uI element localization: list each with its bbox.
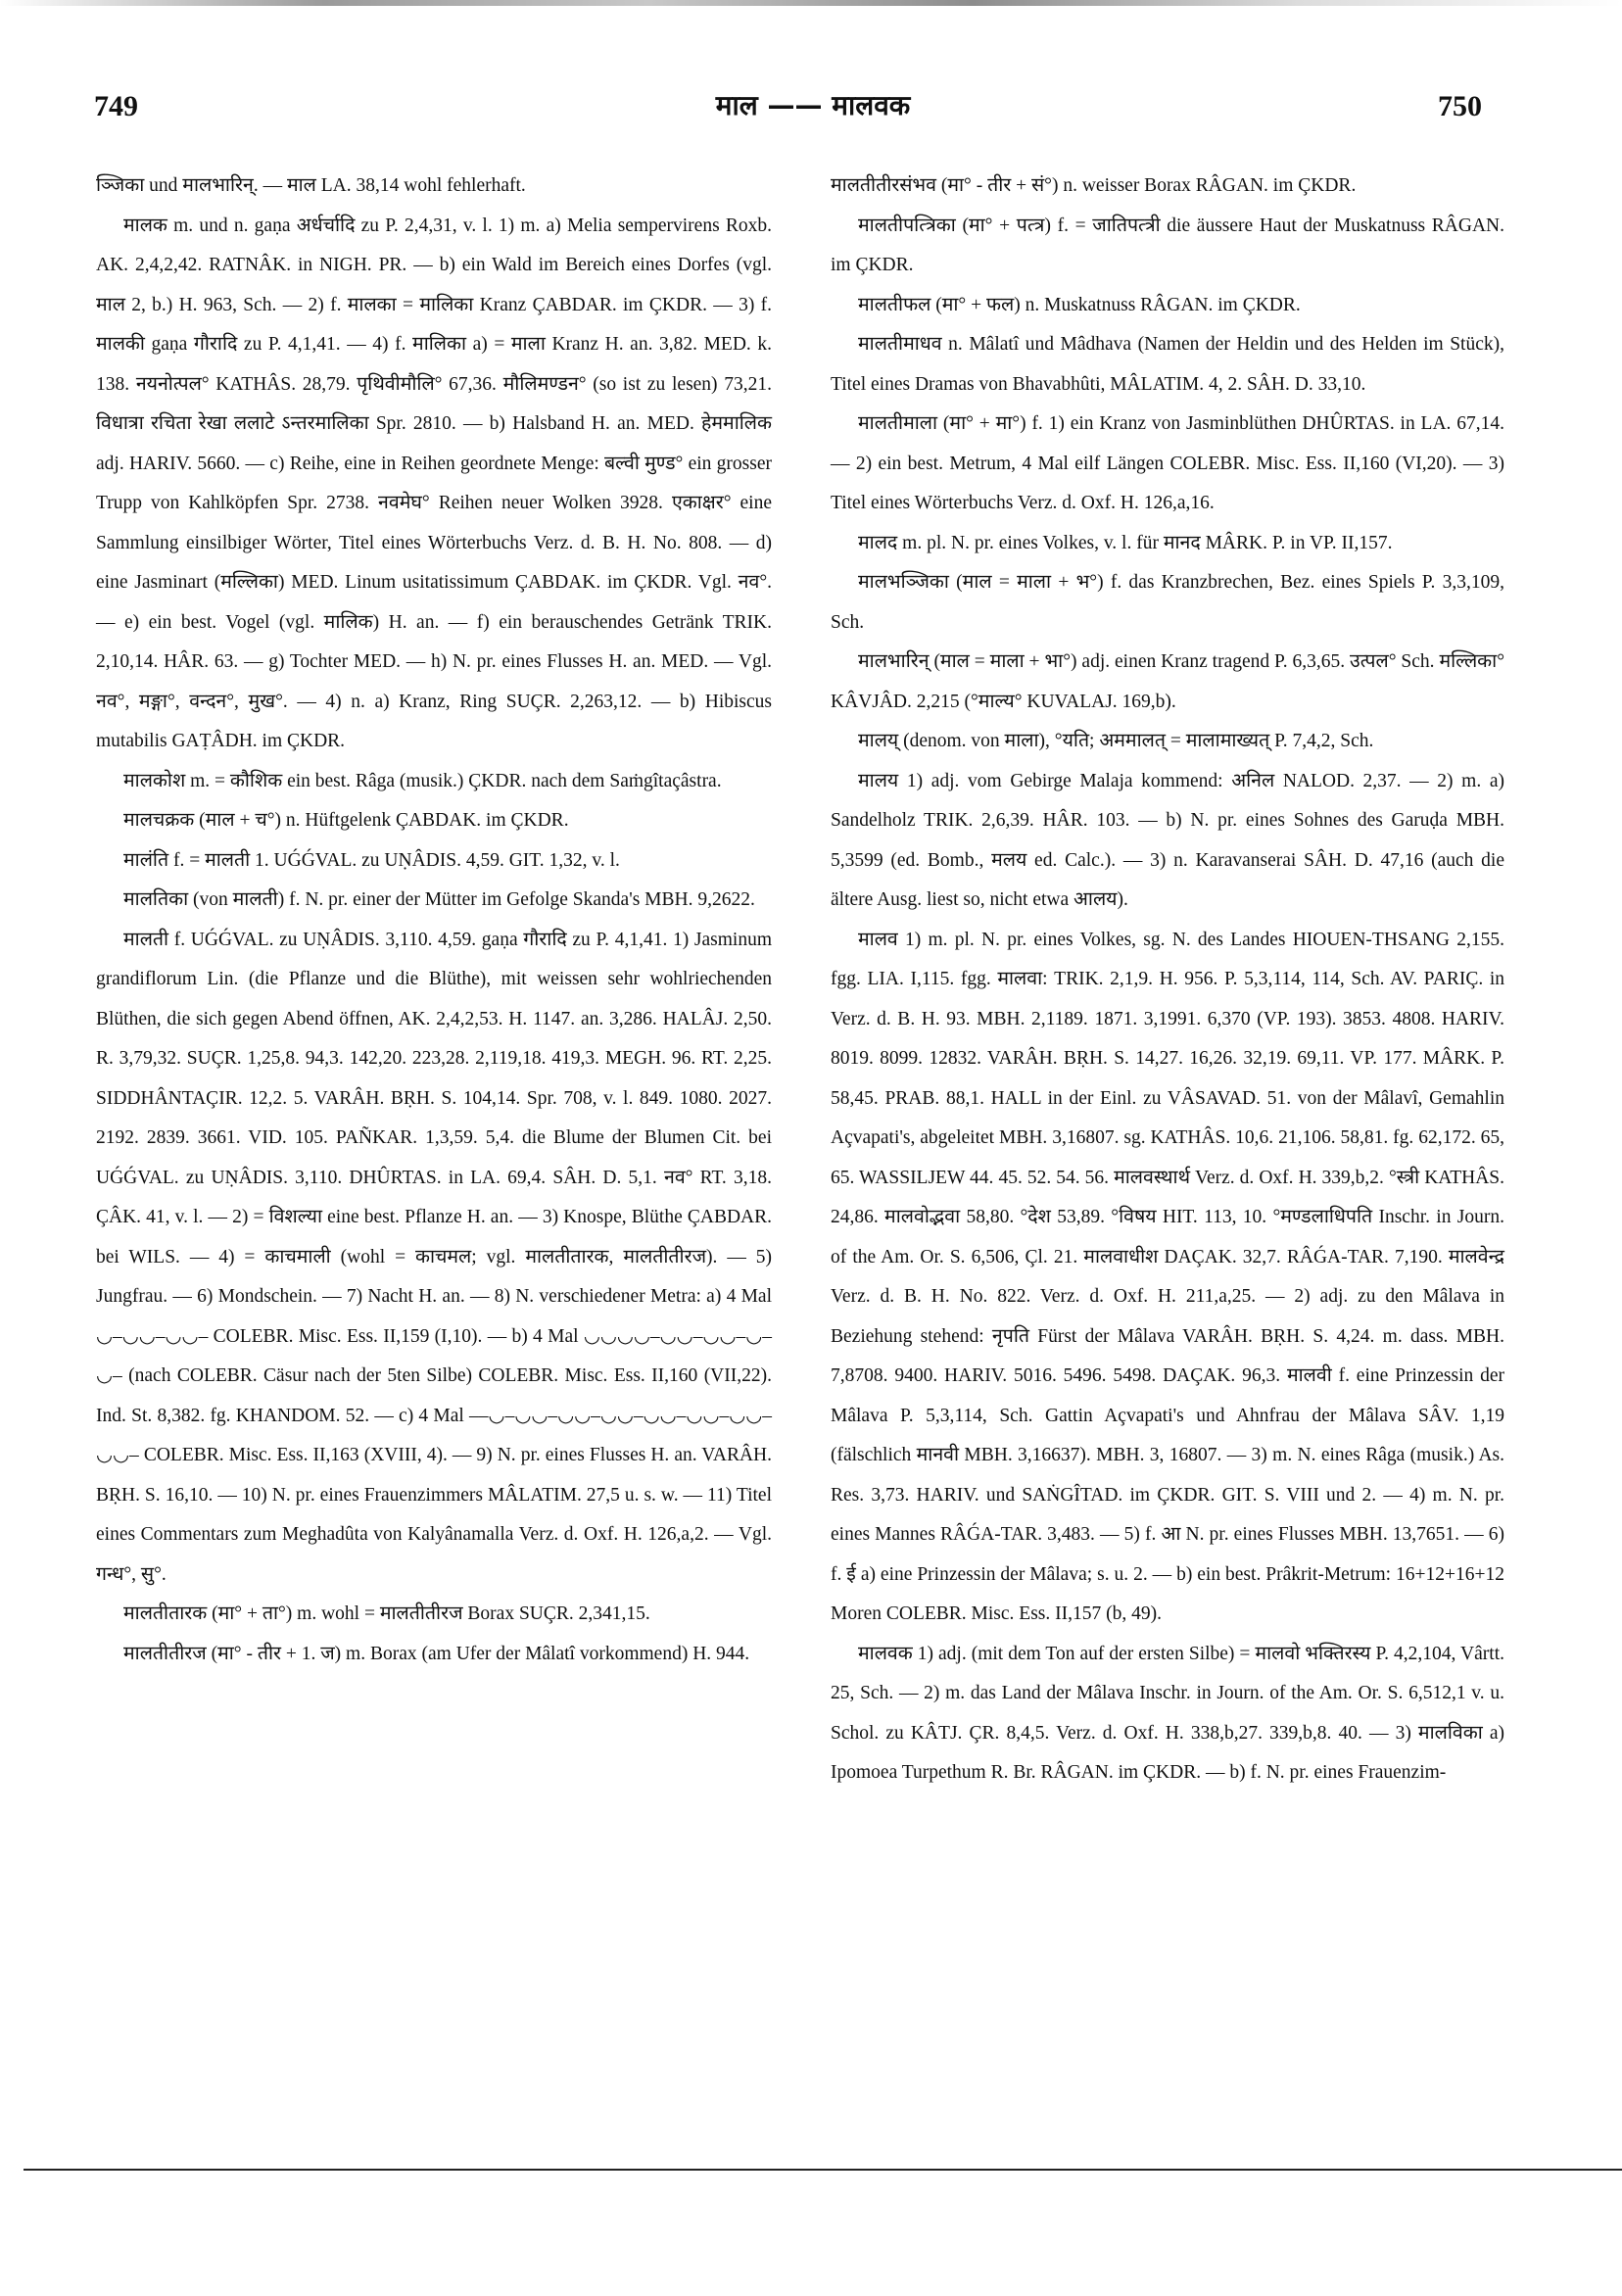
dictionary-entry: मालद m. pl. N. pr. eines Volkes, v. l. für मानद MÂRK. P. in VP. II,157.	[858, 532, 1393, 553]
left-page-number: 749	[94, 90, 138, 122]
dictionary-entry: मालभञ्जिका (माल = माला + भ°) f. das Kranzbrechen, Bez. eines Spiels P. 3,3,109, Sch.	[831, 572, 1504, 633]
dictionary-entry: मालतीमाधव n. Mâlatî und Mâdhava (Namen der Heldin und des Helden im Stück), Titel eines Dramas von Bhavabhûti, MÂLATIM. 4, 2. SÂH. D. 33,10.	[831, 334, 1504, 395]
dictionary-entry: मालती f. UǴǴVAL. zu UṆÂDIS. 3,110. 4,59. gaṇa गौरादि zu P. 4,1,41. 1) Jasminum grandiflorum Lin. (die Pflanze und die Blüthe), mit weissen sehr wohlriechenden Blüthen, die sich gegen Abend öffnen, AK. 2,4,2,53. H. 1147. an. 3,286. HALÂJ. 2,50. R. 3,79,32. SUÇR. 1,25,8. 94,3. 142,20. 223,28. 2,119,18. 419,3. MEGH. 96. RT. 2,25. SIDDHÂNTAÇIR. 12,2. 5. VARÂH. BṚH. S. 104,14. Spr. 708, v. l. 849. 1080. 2027. 2192. 2839. 3661. VID. 105. PAÑKAR. 1,3,59. 5,4. die Blume der Blumen Cit. bei UǴǴVAL. zu UṆÂDIS. 3,110. DHÛRTAS. in LA. 69,4. SÂH. D. 5,1. नव° RT. 3,18. ÇÂK. 41, v. l. — 2) = विशल्या eine best. Pflanze H. an. — 3) Knospe, Blüthe ÇABDAR. bei WILS. — 4) = काचमाली (wohl = काचमल; vgl. मालतीतारक, मालतीतीरज). — 5) Jungfrau. — 6) Mondschein. — 7) Nacht H. an. — 8) N. verschiedener Metra: a) 4 Mal ◡–◡◡–◡◡– COLEBR. Misc. Ess. II,159 (I,10). — b) 4 Mal ◡◡◡◡–◡◡–◡◡–◡–◡– (nach COLEBR. Cäsur nach der 5ten Silbe) COLEBR. Misc. Ess. II,160 (VII,22). Ind. St. 8,382. fg. KHANDOM. 52. — c) 4 Mal ––◡–◡◡–◡◡–◡◡–◡◡–◡◡–◡◡–◡◡– COLEBR. Misc. Ess. II,163 (XVIII, 4). — 9) N. pr. eines Flusses H. an. VARÂH. BṚH. S. 16,10. — 10) N. pr. eines Frauenzimmers MÂLATIM. 27,5 u. s. w. — 11) Titel eines Commentars zum Meghadûta von Kalyânamalla Verz. d. Oxf. H. 126,a,2. — Vgl. गन्ध°, सु°.	[96, 929, 772, 1585]
dictionary-entry: मालतिका (von मालती) f. N. pr. einer der Mütter im Gefolge Skanda's MBH. 9,2622.	[123, 889, 755, 910]
left-column	[96, 167, 772, 1674]
dictionary-entry: मालय् (denom. von माला), °यति; अममालत् = मालामाख्यत् P. 7,4,2, Sch.	[858, 731, 1374, 751]
dictionary-entry: मालतीतीरसंभव (मा° - तीर + सं°) n. weisser Borax RÂGAN. im ÇKDR.	[831, 175, 1357, 196]
dictionary-entry: मालकोश m. = कौशिक ein best. Râga (musik.) ÇKDR. nach dem Saṁgîtaçâstra.	[123, 770, 722, 791]
dictionary-entry: मालय 1) adj. vom Gebirge Malaja kommend: अनिल NALOD. 2,37. — 2) m. a) Sandelholz TRIK. 2,6,39. HÂR. 103. — b) N. pr. eines Sohnes des Garuḍa MBH. 5,3599 (ed. Bomb., मलय ed. Calc.). — 3) n. Karavanserai SÂH. D. 47,16 (auch die ältere Ausg. liest so, nicht etwa आलय).	[831, 770, 1504, 910]
dictionary-entry: मालचक्रक (माल + च°) n. Hüftgelenk ÇABDAK. im ÇKDR.	[123, 810, 569, 831]
dictionary-entry: मालतीफल (मा° + फल) n. Muskatnuss RÂGAN. im ÇKDR.	[858, 294, 1301, 315]
dictionary-entry: मालवक 1) adj. (mit dem Ton auf der ersten Silbe) = मालवो भक्तिरस्य P. 4,2,104, Vârtt. 25, Sch. — 2) m. das Land der Mâlava Inschr. in Journ. of the Am. Or. S. 6,512,1 v. u. Schol. zu KÂTJ. ÇR. 8,4,5. Verz. d. Oxf. H. 338,b,27. 339,b,8. 40. — 3) मालविका a) Ipomoea Turpethum R. Br. RÂGAN. im ÇKDR. — b) f. N. pr. eines Frauenzim-	[831, 1643, 1504, 1783]
dictionary-entry: ञ्जिका und मालभारिन्. — माल LA. 38,14 wohl fehlerhaft.	[96, 175, 526, 196]
dictionary-entry: मालंति f. = मालती 1. UǴǴVAL. zu UṆÂDIS. 4,59. GIT. 1,32, v. l.	[123, 849, 620, 871]
dictionary-entry: मालतीतीरज (मा° - तीर + 1. ज) m. Borax (am Ufer der Mâlatî vorkommend) H. 944.	[123, 1643, 750, 1664]
bottom-rule	[24, 2169, 1622, 2171]
dictionary-entry: मालतीमाला (मा° + मा°) f. 1) ein Kranz von Jasminblüthen DHÛRTAS. in LA. 67,14. — 2) ein best. Metrum, 4 Mal eilf Längen COLEBR. Misc. Ess. II,160 (VI,20). — 3) Titel eines Wörterbuchs Verz. d. Oxf. H. 126,a,16.	[831, 413, 1504, 513]
dictionary-entry: मालव 1) m. pl. N. pr. eines Volkes, sg. N. des Landes HIOUEN-THSANG 2,155. fgg. LIA. I,115. fgg. मालवा: TRIK. 2,1,9. H. 956. P. 5,3,114, 114, Sch. AV. PARIÇ. in Verz. d. B. H. 93. MBH. 2,1189. 1871. 3,1991. 6,370 (VP. 193). 3853. 4808. HARIV. 8019. 8099. 12832. VARÂH. BṚH. S. 14,27. 16,26. 32,19. 69,11. VP. 177. MÂRK. P. 58,45. PRAB. 88,1. HALL in der Einl. zu VÂSAVAD. 51. von der Mâlavî, Gemahlin Açvapati's, abgeleitet MBH. 3,16807. sg. KATHÂS. 10,6. 21,106. 58,81. fg. 62,172. 65, 65. WASSILJEW 44. 45. 52. 54. 56. मालवस्थार्थ Verz. d. Oxf. H. 339,b,2. °स्त्री KATHÂS. 24,86. मालवोद्भवा 58,80. °देश 53,89. °विषय HIT. 113, 10. °मण्डलाधिपति Inschr. in Journ. of the Am. Or. S. 6,506, Çl. 21. मालवाधीश DAÇAK. 32,7. RÂǴA-TAR. 7,190. मालवेन्द्र Verz. d. B. H. No. 822. Verz. d. Oxf. H. 211,a,25. — 2) adj. zu den Mâlava in Beziehung stehend: नृपति Fürst der Mâlava VARÂH. BṚH. S. 4,24. m. dass. MBH. 7,8708. 9400. HARIV. 5016. 5496. 5498. DAÇAK. 96,3. मालवी f. eine Prinzessin der Mâlava P. 5,3,114, Sch. Gattin Açvapati's und Ahnfrau der Mâlava SÂV. 1,19 (fälschlich मानवी MBH. 3,16637). MBH. 3, 16807. — 3) m. N. eines Râga (musik.) As. Res. 3,73. HARIV. und SAṄGÎTAD. im ÇKDR. GIT. S. VIII und 2. — 4) m. N. pr. eines Mannes RÂǴA-TAR. 3,483. — 5) f. आ N. pr. eines Flusses MBH. 13,7651. — 6) f. ई a) eine Prinzessin der Mâlava; s. u. 2. — b) ein best. Prâkrit-Metrum: 16+12+16+12 Moren COLEBR. Misc. Ess. II,157 (b, 49).	[831, 929, 1504, 1624]
dictionary-entry: मालक m. und n. gaṇa अर्धर्चादि zu P. 2,4,31, v. l. 1) m. a) Melia sempervirens Roxb. AK. 2,4,2,42. RATNÂK. in NIGH. PR. — b) ein Wald im Bereich eines Dorfes (vgl. माल 2, b.) H. 963, Sch. — 2) f. मालका = मालिका Kranz ÇABDAR. im ÇKDR. — 3) f. मालकी gaṇa गौरादि zu P. 4,1,41. — 4) f. मालिका a) = माला Kranz H. an. 3,82. MED. k. 138. नयनोत्पल° KATHÂS. 28,79. पृथिवीमौलि° 67,36. मौलिमण्डन° (so ist zu lesen) 73,21. विधात्रा रचिता रेखा ललाटे ऽन्तरमालिका Spr. 2810. — b) Halsband H. an. MED. हेममालिक adj. HARIV. 5660. — c) Reihe, eine in Reihen geordnete Menge: बल्वी मुण्ड° ein grosser Trupp von Kahlköpfen Spr. 2738. नवमेघ° Reihen neuer Wolken 3928. एकाक्षर° eine Sammlung einsilbiger Wörter, Titel eines Wörterbuchs Verz. d. B. H. No. 808. — d) eine Jasminart (मल्लिका) MED. Linum usitatissimum ÇABDAK. im ÇKDR. Vgl. नव°. — e) ein best. Vogel (vgl. मालिक) H. an. — f) ein berauschendes Getränk TRIK. 2,10,14. HÂR. 63. — g) Tochter MED. — h) N. pr. eines Flusses H. an. MED. — Vgl. नव°, मङ्गा°, वन्दन°, मुख°. — 4) n. a) Kranz, Ring SUÇR. 2,263,12. — b) Hibiscus mutabilis GAṬÂDH. im ÇKDR.	[96, 215, 772, 751]
right-column	[831, 167, 1504, 1794]
scan-edge-artifact	[0, 0, 1622, 6]
right-page-number: 750	[1438, 90, 1482, 122]
dictionary-entry: मालभारिन् (माल = माला + भा°) adj. einen Kranz tragend P. 6,3,65. उत्पल° Sch. मल्लिका° KÂVJÂD. 2,215 (°माल्य° KUVALAJ. 169,b).	[831, 651, 1504, 712]
dictionary-entry: मालतीपत्त्रिका (मा° + पत्त्र) f. = जातिपत्त्री die äussere Haut der Muskatnuss RÂGAN. im ÇKDR.	[831, 215, 1504, 275]
dictionary-entry: मालतीतारक (मा° + ता°) m. wohl = मालतीतीरज Borax SUÇR. 2,341,15.	[123, 1603, 650, 1624]
guide-words: माल —— मालवक	[715, 89, 911, 121]
